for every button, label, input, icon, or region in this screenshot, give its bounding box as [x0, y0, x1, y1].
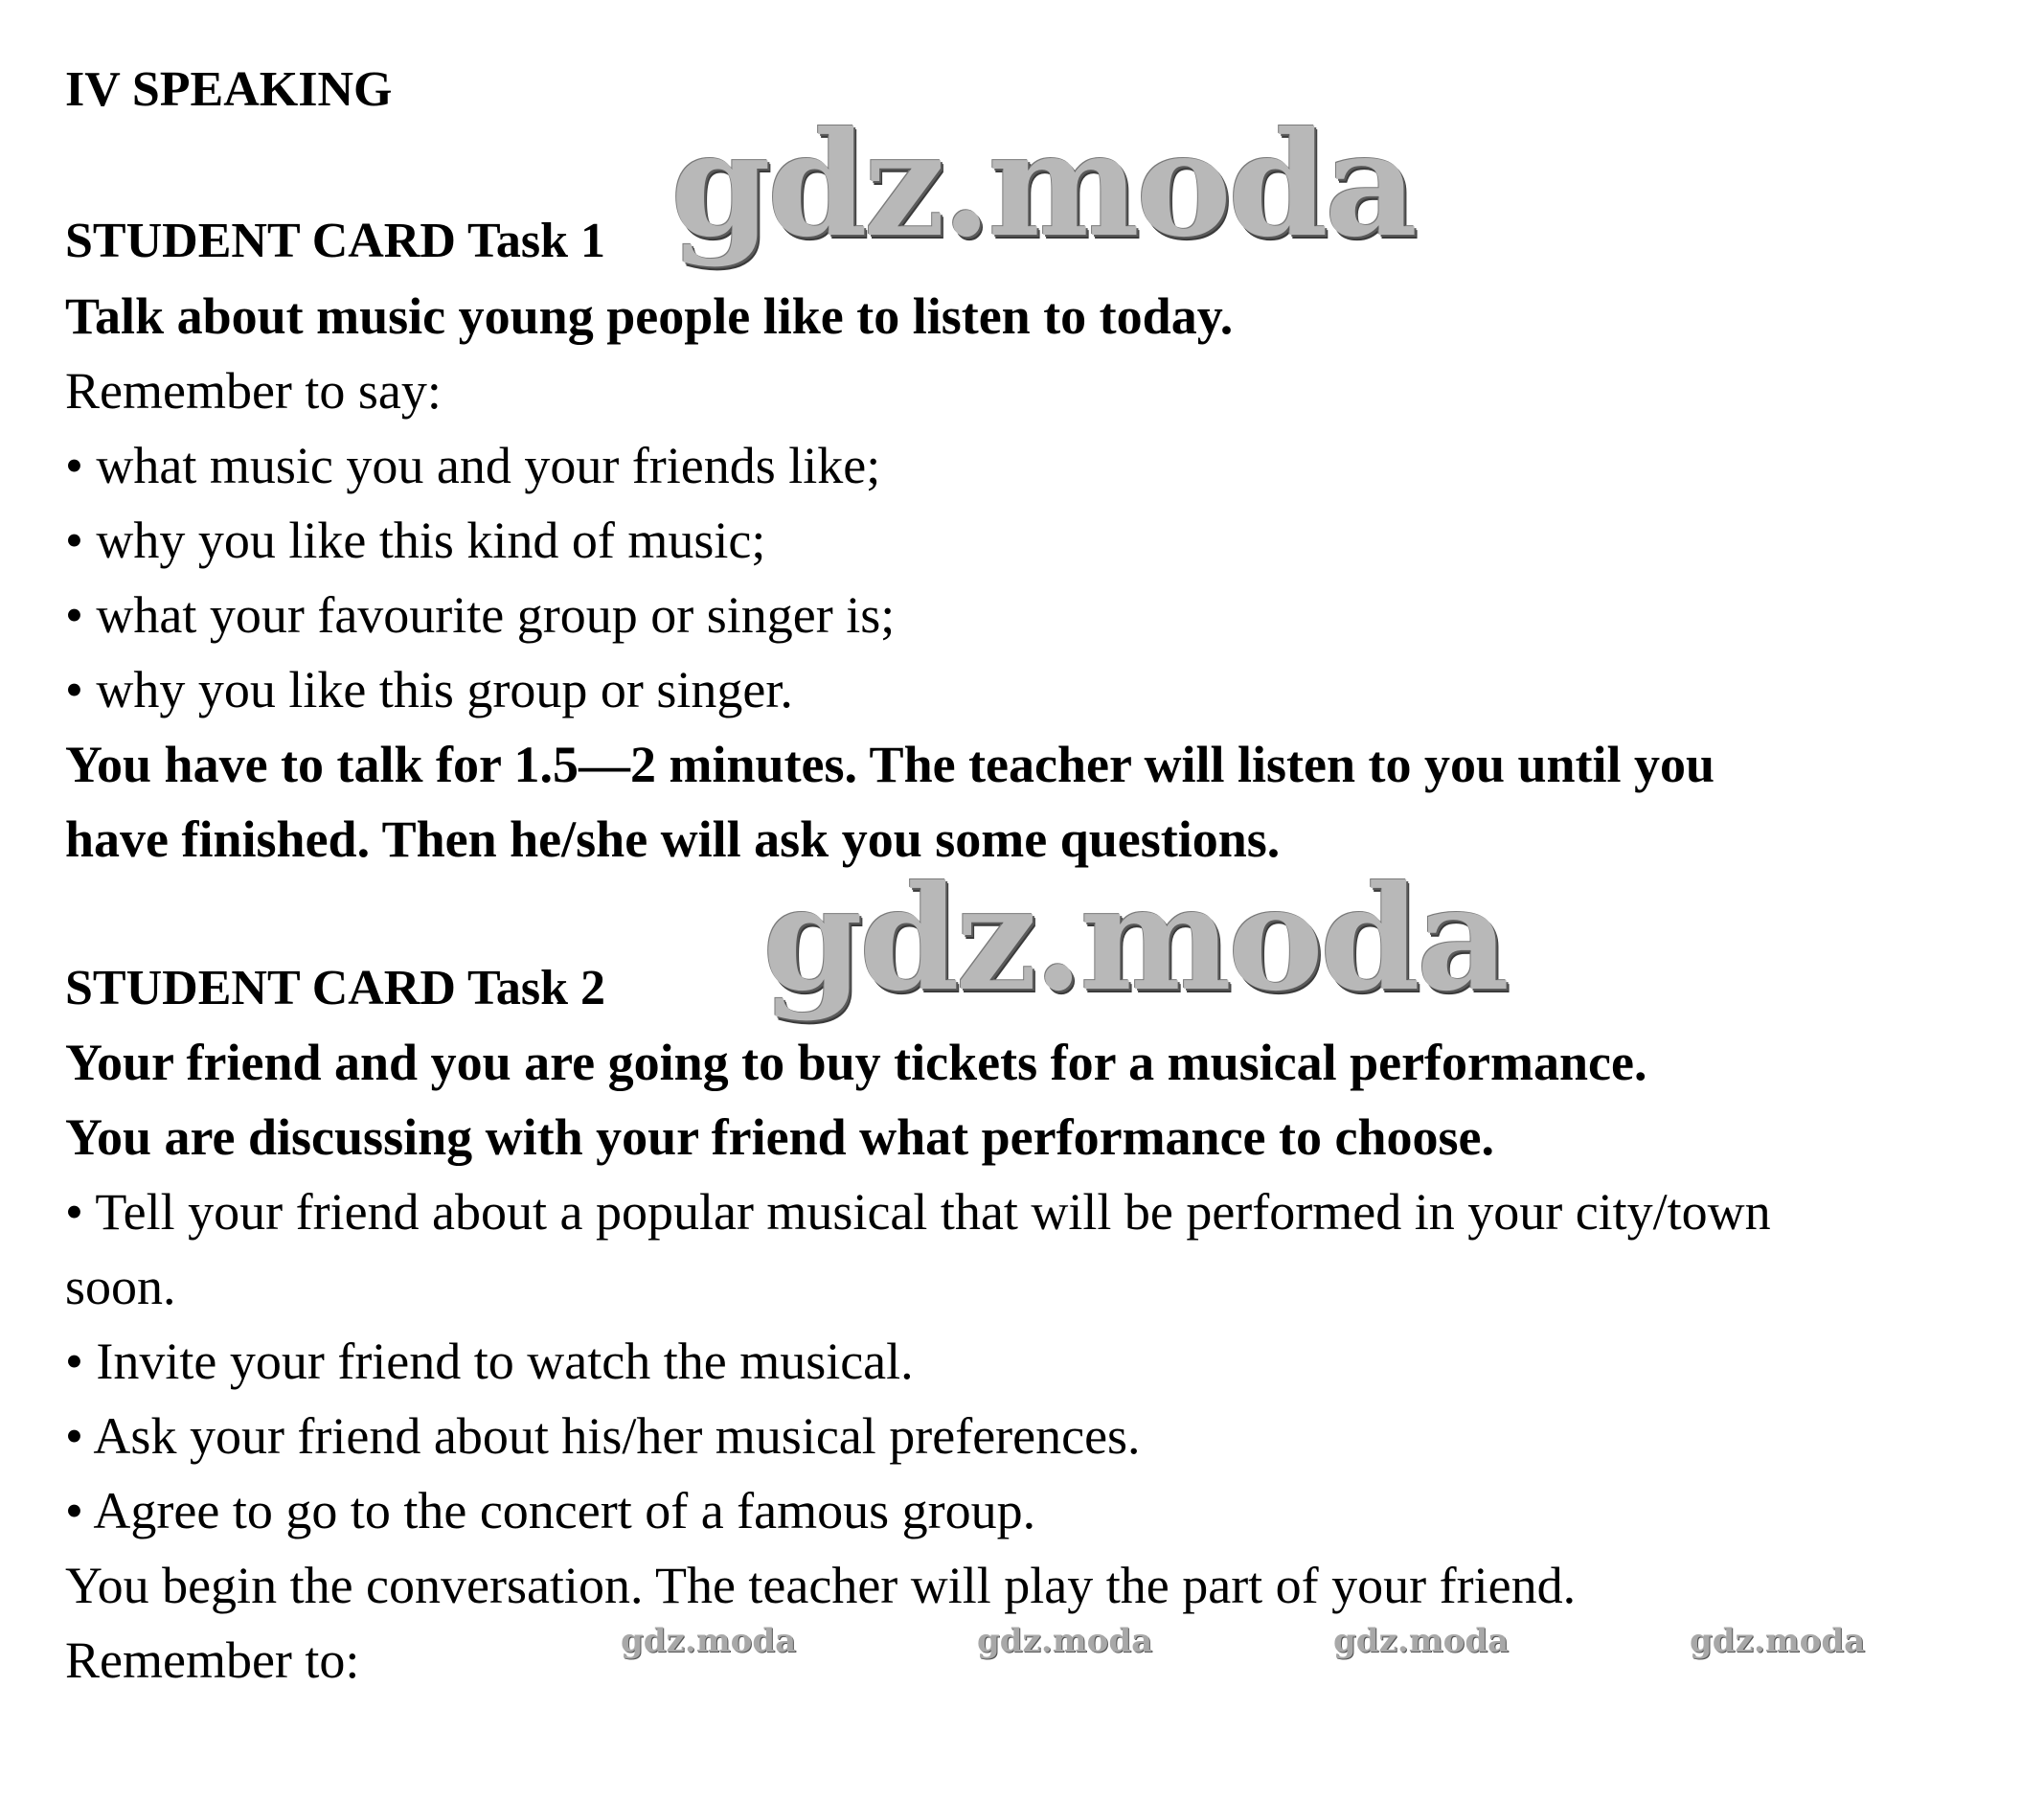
watermark-small-1: gdz.moda	[621, 1622, 797, 1660]
watermark-small-3: gdz.moda	[1333, 1622, 1510, 1660]
task1-bullet-4: • why you like this group or singer.	[65, 661, 793, 718]
task2-remember-label: Remember to:	[65, 1631, 360, 1689]
task1-instructions-line-2: have finished. Then he/she will ask you some questions.	[65, 810, 1281, 868]
watermark-small-4: gdz.moda	[1690, 1622, 1866, 1660]
task1-bullet-3: • what your favourite group or singer is;	[65, 586, 896, 644]
task2-bullet-2: • Invite your friend to watch the musical.	[65, 1333, 914, 1390]
task1-bullet-2: • why you like this kind of music;	[65, 512, 766, 569]
task1-heading: STUDENT CARD Task 1	[65, 214, 606, 268]
task2-closing: You begin the conversation. The teacher will play the part of your friend.	[65, 1557, 1577, 1614]
task1-bullet-1: • what music you and your friends like;	[65, 437, 881, 494]
task1-prompt: Talk about music young people like to listen to today.	[65, 287, 1234, 345]
task2-heading: STUDENT CARD Task 2	[65, 961, 606, 1015]
task2-bullet-3: • Ask your friend about his/her musical preferences.	[65, 1407, 1141, 1465]
task1-remember-label: Remember to say:	[65, 362, 442, 420]
section-title: IV SPEAKING	[65, 62, 393, 117]
task2-prompt-line-1: Your friend and you are going to buy tickets for a musical performance.	[65, 1034, 1647, 1091]
watermark-large-2: gdz.moda	[762, 855, 1507, 1023]
watermark-large-1: gdz.moda	[670, 101, 1415, 269]
watermark-small-2: gdz.moda	[977, 1622, 1153, 1660]
task2-bullet-1-line-1: • Tell your friend about a popular musical that will be performed in your city/town	[65, 1183, 1771, 1241]
task2-prompt-line-2: You are discussing with your friend what performance to choose.	[65, 1108, 1494, 1166]
task2-bullet-4: • Agree to go to the concert of a famous group.	[65, 1482, 1036, 1539]
task1-instructions-line-1: You have to talk for 1.5—2 minutes. The teacher will listen to you until you	[65, 736, 1715, 793]
task2-bullet-1-line-2: soon.	[65, 1258, 176, 1315]
